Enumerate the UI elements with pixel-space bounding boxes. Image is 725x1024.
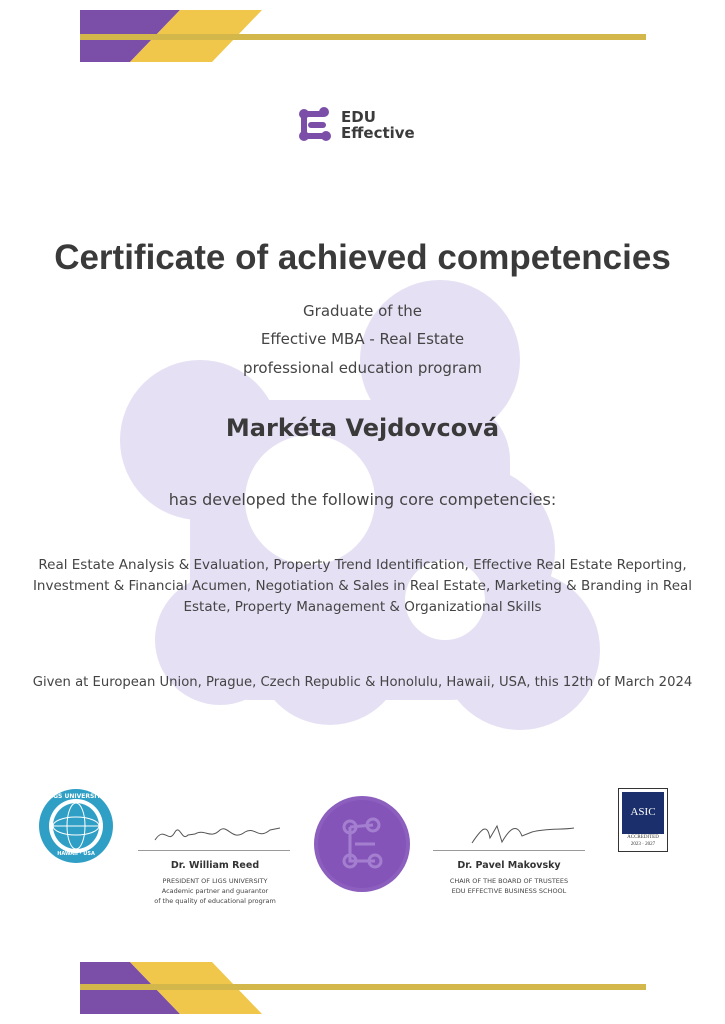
signature-line-left <box>138 850 290 851</box>
asic-badge-accredited: ACCREDITED <box>627 835 659 840</box>
asic-accreditation-badge <box>618 788 668 852</box>
signature-line-right <box>433 850 585 851</box>
ligs-university-seal <box>38 788 114 864</box>
signatory-left-role-2: Academic partner and guarantor <box>161 887 269 895</box>
signature-left <box>150 820 290 850</box>
bottom-banner-stripe <box>80 962 650 1016</box>
signatory-right-role-1: CHAIR OF THE BOARD OF TRUSTEES <box>449 877 569 885</box>
signature-right <box>462 818 582 848</box>
top-banner-stripe <box>80 10 650 64</box>
logo-text-line2: Effective <box>341 124 415 142</box>
asic-badge-title: ASIC <box>630 806 656 818</box>
recipient-name: Markéta Vejdovcová <box>225 414 500 442</box>
signatory-right-name: Dr. Pavel Makovsky <box>457 860 561 871</box>
asic-badge-years: 2023 · 2027 <box>630 842 656 847</box>
ligs-seal-bottom-text: HAWAII · USA <box>57 851 95 857</box>
signatory-left-role-3: of the quality of educational program <box>154 897 276 905</box>
signatory-left-role-1: PRESIDENT OF LIGS UNIVERSITY <box>162 877 268 885</box>
certificate-title: Certificate of achieved competencies <box>54 238 671 277</box>
edu-effective-logo-icon <box>296 106 336 144</box>
signatory-left-name: Dr. William Reed <box>170 860 260 871</box>
competencies-intro: has developed the following core competencies: <box>168 490 557 509</box>
ligs-seal-top-text: LIGS UNIVERSITY <box>47 793 105 800</box>
signatory-right-role-2: EDU EFFECTIVE BUSINESS SCHOOL <box>451 887 567 895</box>
logo <box>296 106 436 146</box>
logo-text-line1: EDU <box>341 108 376 126</box>
program-line-1: Graduate of the <box>303 302 422 320</box>
program-line-3: professional education program <box>243 359 482 377</box>
edu-effective-seal <box>313 795 411 893</box>
program-line-2: Effective MBA - Real Estate <box>260 330 465 348</box>
competencies-list: Real Estate Analysis & Evaluation, Property Trend Identification, Effective Real Estate Reporting, Investment & Financial Acumen, Negotiation & Sales in Real Estate, Marketing & Branding in Real Estate, Property Management & Organizational Skills <box>32 557 693 615</box>
given-at-statement: Given at European Union, Prague, Czech Republic & Honolulu, Hawaii, USA, this 12th of March 2024 <box>32 675 693 690</box>
